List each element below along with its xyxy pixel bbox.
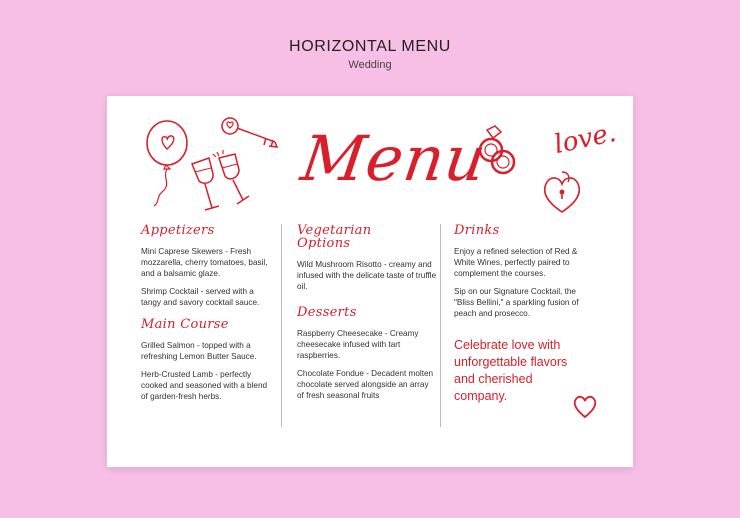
menu-section-main-course — [141, 318, 271, 402]
menu-item: Raspberry Cheesecake - Creamy cheesecake infused with tart raspberries. — [297, 329, 419, 360]
menu-section-appetizers — [141, 224, 271, 308]
menu-column-3 — [454, 224, 590, 405]
section-title: Main Course — [141, 317, 229, 332]
heart-icon — [571, 392, 599, 420]
column-divider — [440, 224, 441, 427]
menu-column-1 — [141, 224, 271, 412]
section-title: Drinks — [454, 223, 500, 238]
menu-item: Mini Caprese Skewers - Fresh mozzarella, cherry tomatoes, basil, and a balsamic glaze. — [141, 247, 268, 278]
champagne-glasses-icon — [187, 148, 257, 214]
section-title: Appetizers — [141, 223, 215, 238]
menu-item: Chocolate Fondue - Decadent molten chocolate served alongside an array of fresh seasonal fruits — [297, 369, 434, 400]
menu-title: Menu — [296, 122, 492, 195]
tagline: Celebrate love with unforgettable flavors and cherished company. — [454, 338, 568, 403]
menu-item: Herb-Crusted Lamb - perfectly cooked and seasoned with a blend of garden-fresh herbs. — [141, 370, 268, 401]
menu-column-2 — [297, 224, 437, 411]
menu-section-vegetarian — [297, 224, 437, 292]
section-title: Desserts — [297, 305, 357, 320]
menu-card — [107, 96, 633, 467]
menu-section-desserts — [297, 306, 437, 401]
menu-item: Wild Mushroom Risotto - creamy and infused with the delicate taste of truffle oil. — [297, 260, 437, 291]
section-title: Vegetarian Options — [297, 223, 372, 251]
page-title: HORIZONTAL MENU — [289, 38, 451, 55]
menu-item: Enjoy a refined selection of Red & White Wines, perfectly paired to complement the courses. — [454, 247, 578, 278]
love-word-icon: love. — [551, 117, 619, 161]
menu-item: Grilled Salmon - topped with a refreshing Lemon Butter Sauce. — [141, 341, 257, 361]
rings-icon — [473, 124, 523, 184]
column-divider — [281, 224, 282, 427]
menu-section-drinks — [454, 224, 590, 319]
heart-lock-icon — [537, 168, 587, 218]
menu-item: Shrimp Cocktail - served with a tangy and savory cocktail sauce. — [141, 287, 260, 307]
page-subtitle: Wedding — [348, 59, 392, 71]
menu-item: Sip on our Signature Cocktail, the "Bliss Bellini," a sparkling fusion of peach and prosecco. — [454, 287, 579, 318]
